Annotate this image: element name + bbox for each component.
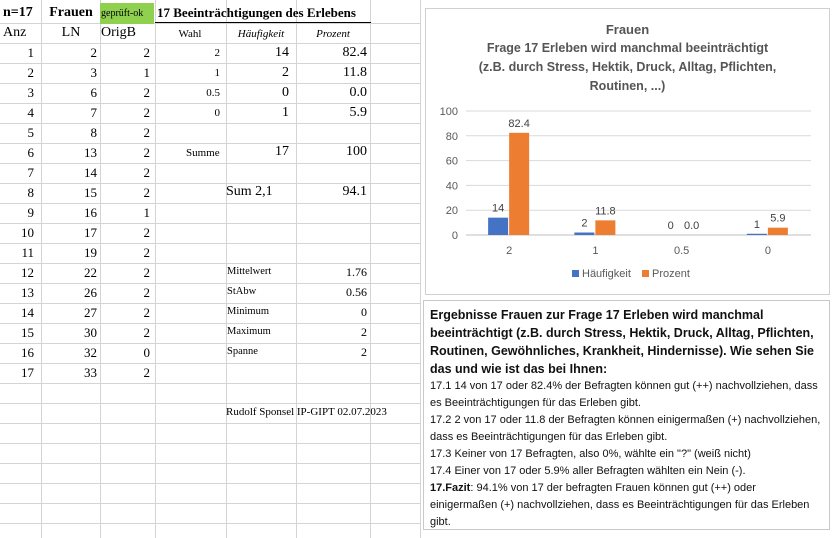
bar-häufigkeit bbox=[574, 233, 594, 235]
col-header-prozent[interactable]: Prozent bbox=[316, 28, 350, 40]
table-cell-origb[interactable]: 2 bbox=[143, 165, 150, 180]
legend-label: Häufigkeit bbox=[582, 268, 631, 280]
stat-label[interactable]: Spanne bbox=[227, 346, 258, 357]
table-cell-anz[interactable]: 11 bbox=[21, 245, 34, 260]
fazit-label: 17.Fazit bbox=[430, 482, 471, 494]
table-cell-anz[interactable]: 7 bbox=[27, 165, 34, 180]
table-cell-anz[interactable]: 13 bbox=[21, 285, 34, 300]
data-label: 1 bbox=[753, 218, 760, 231]
table-cell-origb[interactable]: 2 bbox=[143, 125, 150, 140]
data-label: 0 bbox=[667, 220, 674, 232]
result-17-2: 17.2 2 von 17 oder 11.8 der Befragten können einigermaßen (+) nachvollziehen, dass es Beeinträchtigungen für das Erleben gibt. bbox=[430, 414, 821, 443]
table-cell-origb[interactable]: 0 bbox=[143, 345, 150, 360]
table-cell-anz[interactable]: 3 bbox=[27, 85, 34, 100]
freq-cell-haeufigkeit[interactable]: 2 bbox=[282, 65, 289, 80]
result-fazit bbox=[430, 480, 823, 531]
result-17-4: 17.4 Einer von 17 oder 5.9% aller Befragten wählten ein Nein (-). bbox=[430, 465, 746, 477]
col-header-anz[interactable]: Anz bbox=[3, 25, 27, 40]
freq-cell-haeufigkeit[interactable]: 1 bbox=[282, 105, 289, 120]
fazit-text: : 94.1% von 17 der befragten Frauen können gut (++) oder einigermaßen (+) nachvollziehen, dass es Beeinträchtigungen für das Erleben gibt. bbox=[430, 482, 810, 528]
data-label: 2 bbox=[581, 217, 588, 230]
table-cell-origb[interactable]: 2 bbox=[143, 225, 150, 240]
y-tick-label: 80 bbox=[445, 130, 458, 143]
chart-frame[interactable] bbox=[425, 8, 830, 295]
freq-cell-prozent[interactable]: 0.0 bbox=[349, 85, 367, 100]
stat-value[interactable]: 2 bbox=[361, 345, 367, 359]
table-cell-origb[interactable]: 2 bbox=[143, 45, 150, 60]
table-cell-ln[interactable]: 33 bbox=[84, 365, 97, 380]
table-cell-ln[interactable]: 13 bbox=[84, 145, 97, 160]
y-tick-label: 60 bbox=[445, 155, 458, 168]
table-cell-ln[interactable]: 26 bbox=[84, 285, 97, 300]
legend-label: Prozent bbox=[652, 268, 690, 280]
table-cell-ln[interactable]: 7 bbox=[90, 105, 97, 120]
table-cell-anz[interactable]: 10 bbox=[21, 225, 34, 240]
table-cell-origb[interactable]: 2 bbox=[143, 305, 150, 320]
bar-chart bbox=[426, 9, 829, 294]
table-cell-ln[interactable]: 27 bbox=[84, 305, 97, 320]
stat-value[interactable]: 0.56 bbox=[346, 285, 367, 299]
stat-value[interactable]: 1.76 bbox=[346, 265, 367, 279]
sum21-label[interactable]: Sum 2,1 bbox=[226, 184, 273, 199]
legend-swatch bbox=[572, 270, 579, 277]
table-title[interactable]: 17 Beeinträchtigungen des Erlebens bbox=[157, 5, 356, 20]
y-tick-label: 100 bbox=[439, 106, 458, 118]
table-cell-origb[interactable]: 2 bbox=[143, 325, 150, 340]
table-cell-origb[interactable]: 1 bbox=[143, 65, 150, 80]
bar-häufigkeit bbox=[488, 218, 508, 235]
col-header-haeufigkeit[interactable]: Häufigkeit bbox=[237, 28, 285, 40]
table-cell-ln[interactable]: 2 bbox=[90, 45, 97, 60]
summe-prozent[interactable]: 100 bbox=[346, 144, 367, 159]
stat-label[interactable]: Maximum bbox=[227, 326, 271, 337]
data-label: 5.9 bbox=[770, 212, 786, 225]
freq-cell-prozent[interactable]: 5.9 bbox=[349, 105, 367, 120]
freq-cell-wahl[interactable]: 0 bbox=[214, 107, 220, 119]
x-tick-label: 2 bbox=[506, 245, 513, 257]
results-heading: Ergebnisse Frauen zur Frage 17 Erleben wird manchmal beeinträchtigt (z.B. durch Stress, Hektik, Druck, Alltag, Pflichten, Routinen, Gewöhnliches, Krankheit, Hindernisse). Wie sehen Sie das und wie ist das bei Ihnen: bbox=[430, 308, 814, 376]
y-tick-label: 40 bbox=[445, 180, 458, 193]
chart-title: Frauen bbox=[605, 22, 650, 37]
table-cell-anz[interactable]: 15 bbox=[21, 325, 34, 340]
freq-cell-haeufigkeit[interactable]: 0 bbox=[282, 85, 289, 100]
table-cell-ln[interactable]: 22 bbox=[84, 265, 97, 280]
table-cell-anz[interactable]: 1 bbox=[27, 45, 34, 60]
y-tick-label: 20 bbox=[445, 205, 458, 218]
col-header-ln[interactable]: LN bbox=[61, 25, 81, 40]
table-cell-origb[interactable]: 2 bbox=[143, 245, 150, 260]
results-text-box[interactable] bbox=[423, 300, 830, 530]
table-cell-ln[interactable]: 6 bbox=[90, 85, 97, 100]
table-cell-origb[interactable]: 2 bbox=[143, 185, 150, 200]
table-cell-ln[interactable]: 3 bbox=[90, 65, 97, 80]
table-cell-ln[interactable]: 32 bbox=[84, 345, 97, 360]
table-cell-anz[interactable]: 8 bbox=[27, 185, 34, 200]
chart-subtitle-line-3: Routinen, ...) bbox=[589, 79, 666, 93]
legend-swatch bbox=[642, 270, 649, 277]
chart-subtitle-line-1: Frage 17 Erleben wird manchmal beeinträchtigt bbox=[486, 41, 769, 55]
chart-subtitle-line-2: (z.B. durch Stress, Hektik, Druck, Alltag, Pflichten, bbox=[478, 60, 777, 74]
table-cell-origb[interactable]: 2 bbox=[143, 285, 150, 300]
table-cell-anz[interactable]: 12 bbox=[21, 265, 34, 280]
stat-value[interactable]: 0 bbox=[361, 305, 367, 319]
bar-prozent bbox=[595, 220, 615, 235]
table-cell-ln[interactable]: 14 bbox=[84, 165, 97, 180]
x-tick-label: 0 bbox=[764, 245, 771, 257]
table-cell-ln[interactable]: 8 bbox=[90, 125, 97, 140]
data-label: 0.0 bbox=[683, 220, 700, 232]
stat-label[interactable]: Minimum bbox=[227, 306, 270, 317]
table-cell-origb[interactable]: 2 bbox=[143, 145, 150, 160]
sample-size-cell[interactable]: n=17 bbox=[3, 5, 33, 20]
freq-cell-wahl[interactable]: 1 bbox=[214, 67, 220, 79]
col-header-origb[interactable]: OrigB bbox=[101, 25, 136, 40]
result-17-3: 17.3 Keiner von 17 Befragten, also 0%, wählte ein "?" (weiß nicht) bbox=[430, 448, 751, 460]
freq-cell-wahl[interactable]: 0.5 bbox=[206, 87, 220, 99]
sum21-value[interactable]: 94.1 bbox=[342, 184, 367, 199]
table-cell-anz[interactable]: 5 bbox=[27, 125, 34, 140]
table-cell-ln[interactable]: 17 bbox=[84, 225, 97, 240]
table-cell-origb[interactable]: 2 bbox=[143, 85, 150, 100]
bar-prozent bbox=[509, 133, 529, 235]
title-underline bbox=[155, 22, 371, 23]
result-17-1: 17.1 14 von 17 oder 82.4% der Befragten können gut (++) nachvollziehen, dass es Beeinträchtigungen für das Erleben gibt. bbox=[430, 380, 818, 409]
freq-cell-wahl[interactable]: 2 bbox=[214, 47, 220, 59]
table-cell-anz[interactable]: 6 bbox=[27, 145, 34, 160]
freq-cell-haeufigkeit[interactable]: 14 bbox=[275, 45, 289, 60]
data-label: 82.4 bbox=[508, 117, 530, 130]
table-cell-origb[interactable]: 2 bbox=[143, 265, 150, 280]
table-cell-ln[interactable]: 19 bbox=[84, 245, 97, 260]
group-cell[interactable]: Frauen bbox=[49, 5, 93, 20]
table-cell-anz[interactable]: 17 bbox=[21, 365, 34, 380]
y-tick-label: 0 bbox=[451, 230, 458, 242]
table-cell-anz[interactable]: 2 bbox=[27, 65, 34, 80]
table-cell-ln[interactable]: 16 bbox=[84, 205, 97, 220]
table-cell-ln[interactable]: 30 bbox=[84, 325, 97, 340]
summe-haeufigkeit[interactable]: 17 bbox=[275, 144, 289, 159]
table-cell-anz[interactable]: 9 bbox=[27, 205, 34, 220]
table-cell-anz[interactable]: 4 bbox=[27, 105, 34, 120]
table-cell-origb[interactable]: 1 bbox=[143, 205, 150, 220]
x-tick-label: 1 bbox=[592, 245, 599, 257]
table-cell-origb[interactable]: 2 bbox=[143, 105, 150, 120]
table-cell-origb[interactable]: 2 bbox=[143, 365, 150, 380]
freq-cell-prozent[interactable]: 82.4 bbox=[342, 45, 367, 60]
x-tick-label: 0.5 bbox=[673, 245, 690, 257]
stat-label[interactable]: Mittelwert bbox=[227, 266, 272, 277]
summe-label[interactable]: Summe bbox=[186, 147, 220, 159]
freq-cell-prozent[interactable]: 11.8 bbox=[343, 65, 367, 80]
author-credit[interactable]: Rudolf Sponsel IP-GIPT 02.07.2023 bbox=[226, 406, 387, 418]
data-label: 14 bbox=[492, 202, 505, 215]
table-cell-anz[interactable]: 14 bbox=[21, 305, 34, 320]
bar-häufigkeit bbox=[747, 234, 767, 235]
data-label: 11.8 bbox=[595, 205, 616, 218]
table-cell-anz[interactable]: 16 bbox=[21, 345, 34, 360]
stat-label[interactable]: StAbw bbox=[227, 286, 257, 297]
table-cell-ln[interactable]: 15 bbox=[84, 185, 97, 200]
stat-value[interactable]: 2 bbox=[361, 325, 367, 339]
col-header-wahl[interactable]: Wahl bbox=[178, 28, 202, 40]
bar-prozent bbox=[768, 228, 788, 235]
status-badge-label: geprüft-ok bbox=[101, 8, 144, 19]
